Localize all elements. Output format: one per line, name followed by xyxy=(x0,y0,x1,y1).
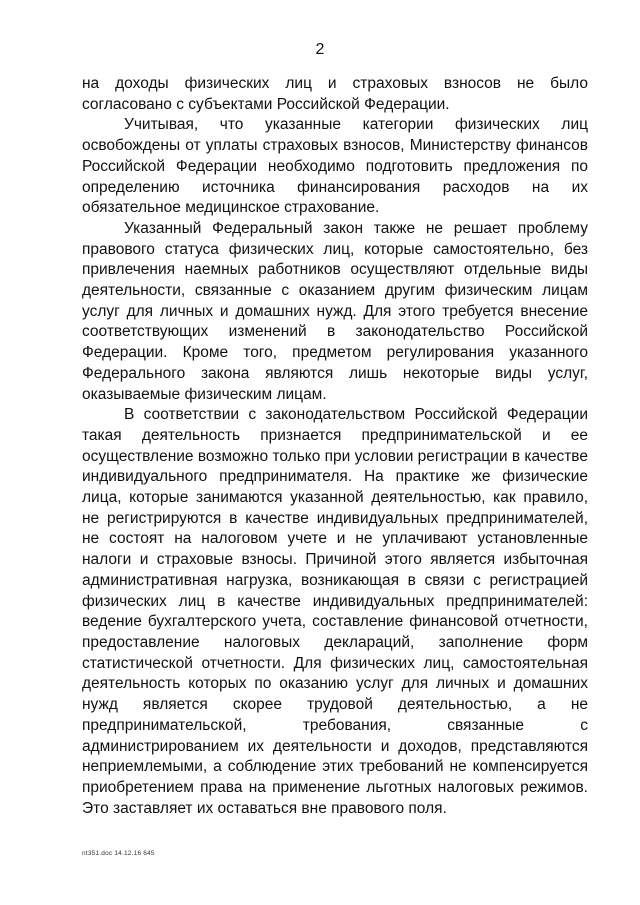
paragraph-legal-status: Указанный Федеральный закон также не решает проблему правового статуса физических лиц, которые самостоятельно, без привлечения наемных работников осуществляют отдельные виды деятельности, связанные с оказанием другим физическим лицам услуг для личных и домашних нужд. Для этого требуется внесение соответствующих изменений в законодательство Российской Федерации. Кроме того, предметом регулирования указанного Федерального закона являются лишь некоторые виды услуг, оказываемые физическим лицам. xyxy=(82,219,588,403)
document-footer: nt351.doc 14.12.16 645 xyxy=(82,850,155,857)
paragraph-insurance-financing: Учитывая, что указанные категории физических лиц освобождены от уплаты страховых взносов, Министерству финансов Российской Федерации необходимо подготовить предложения по определению источника финансирования расходов на их обязательное медицинское страхование. xyxy=(82,116,588,217)
document-body xyxy=(82,74,588,819)
paragraph-entrepreneurship: В соответствии с законодательством Российской Федерации такая деятельность признается предпринимательской и ее осуществление возможно только при условии регистрации в качестве индивидуального предпринимателя. На практике же физические лица, которые занимаются указанной деятельностью, как правило, не регистрируются в качестве индивидуальных предпринимателей, не состоят на налоговом учете и не уплачивают установленные налоги и страховые взносы. Причиной этого является избыточная административная нагрузка, возникающая в связи с регистрацией физических лиц в качестве индивидуальных предпринимателей: ведение бухгалтерского учета, составление финансовой отчетности, предоставление налоговых деклараций, заполнение форм статистической отчетности. Для физических лиц, самостоятельная деятельность которых по оказанию услуг для личных и домашних нужд является скорее трудовой деятельностью, а не предпринимательской, требования, связанные с администрированием их деятельности и доходов, представляются неприемлемыми, а соблюдение этих требований не компенсируется приобретением права на применение льготных налоговых режимов. Это заставляет их оставаться вне правового поля. xyxy=(82,406,588,817)
page-number: 2 xyxy=(315,41,325,58)
paragraph-continuation: на доходы физических лиц и страховых взносов не было согласовано с субъектами Российской Федерации. xyxy=(82,75,588,113)
